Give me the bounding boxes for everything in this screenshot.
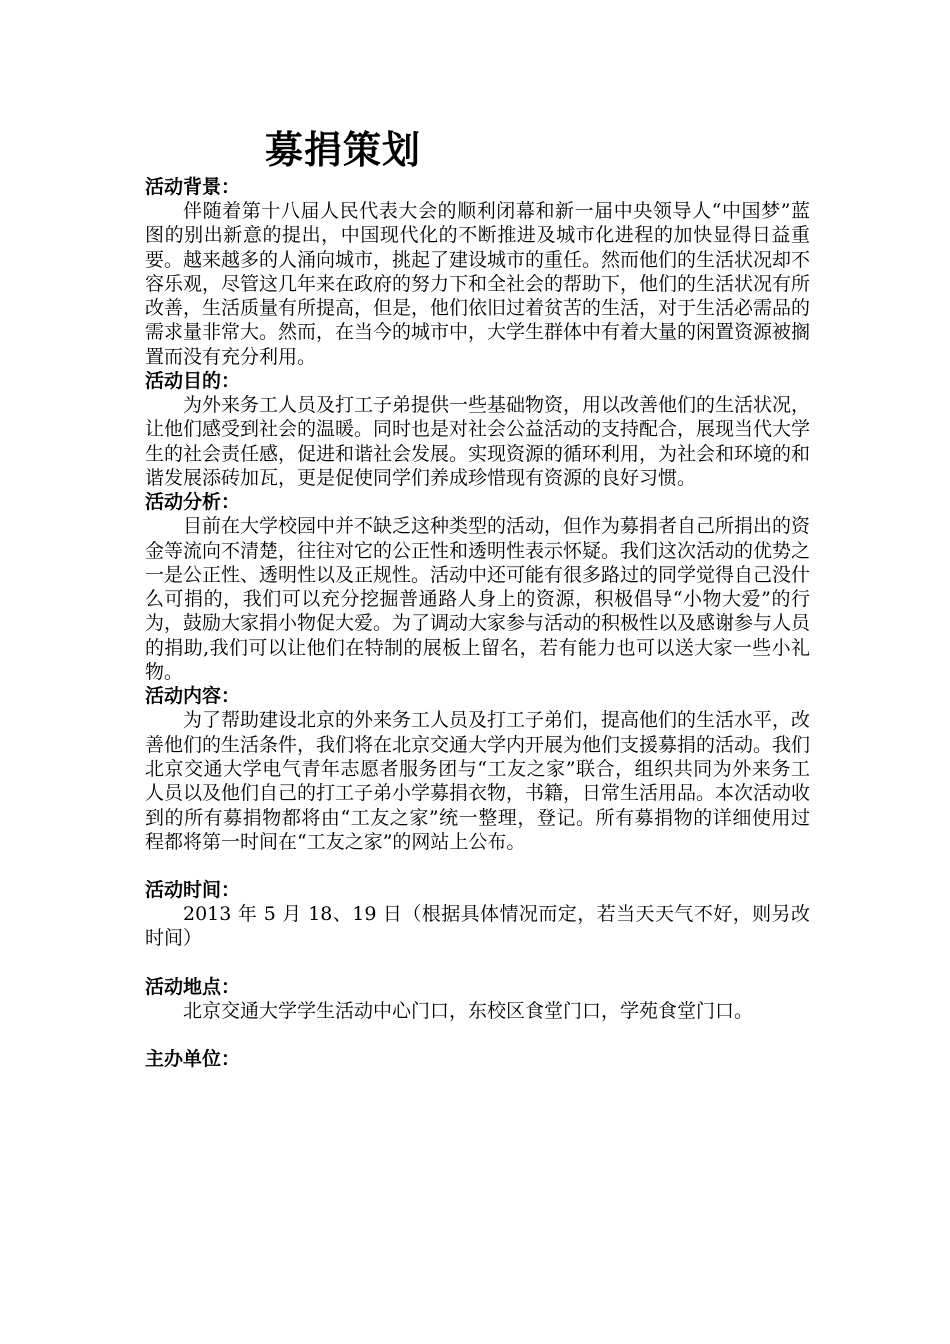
section-heading-content: 活动内容： — [145, 685, 241, 708]
section-heading-analysis: 活动分析： — [145, 491, 241, 514]
section-text-background: 伴随着第十八届人民代表大会的顺利闭幕和新一届中央领导人“中国梦”蓝图的别出新意的提出，中国现代化的不断推进及城市化进程的加快显得日益重要。越来越多的人涌向城市，挑起了建设城市的重任。然而他们的生活状况却不容乐观，尽管这几年来在政府的努力下和全社会的帮助下，他们的生活状况有所改善，生活质量有所提高，但是，他们依旧过着贫苦的生活，对于生活必需品的需求量非常大。然而，在当今的城市中，大学生群体中有着大量的闲置资源被搁置而没有充分利用。 — [145, 200, 811, 368]
blank-line — [145, 1023, 810, 1047]
document-title: 募捐策划 — [265, 128, 422, 172]
section-heading-purpose: 活动目的： — [145, 370, 241, 393]
section-text-location: 北京交通大学学生活动中心门口，东校区食堂门口，学苑食堂门口。 — [183, 999, 754, 1022]
blank-line — [145, 854, 810, 878]
section-heading-organizer: 主办单位： — [145, 1048, 241, 1071]
section-heading-location: 活动地点： — [145, 975, 241, 998]
section-heading-background: 活动背景： — [145, 176, 241, 198]
blank-line — [145, 951, 810, 975]
section-text-content: 为了帮助建设北京的外来务工人员及打工子弟们，提高他们的生活水平，改善他们的生活条件，我们将在北京交通大学内开展为他们支援募捐的活动。我们北京交通大学电气青年志愿者服务团与“工友之家”联合，组织共同为外来务工人员以及他们自己的打工子弟小学募捐衣物，书籍，日常生活用品。本次活动收到的所有募捐物都将由“工友之家”统一整理，登记。所有募捐物的详细使用过程都将第一时间在“工友之家”的网站上公布。 — [145, 709, 811, 853]
section-text-purpose: 为外来务工人员及打工子弟提供一些基础物资，用以改善他们的生活状况，让他们感受到社会的温暖。同时也是对社会公益活动的支持配合，展现当代大学生的社会责任感，促进和谐社会发展。实现资源的循环利用，为社会和环境的和谐发展添砖加瓦，更是促使同学们养成珍惜现有资源的良好习惯。 — [145, 394, 811, 489]
section-heading-time: 活动时间： — [145, 879, 241, 902]
section-text-time: 2013 年 5 月 18、19 日（根据具体情况而定，若当天天气不好，则另改时间） — [145, 903, 810, 950]
document-body — [145, 175, 810, 1071]
section-text-analysis: 目前在大学校园中并不缺乏这种类型的活动，但作为募捐者自己所捐出的资金等流向不清楚，往往对它的公正性和透明性表示怀疑。我们这次活动的优势之一是公正性、透明性以及正规性。活动中还可能有很多路过的同学觉得自己没什么可捐的，我们可以充分挖掘普通路人身上的资源，积极倡导“小物大爱”的行为，鼓励大家捐小物促大爱。为了调动大家参与活动的积极性以及感谢参与人员的捐助,我们可以让他们在特制的展板上留名，若有能力也可以送大家一些小礼物。 — [145, 515, 811, 684]
